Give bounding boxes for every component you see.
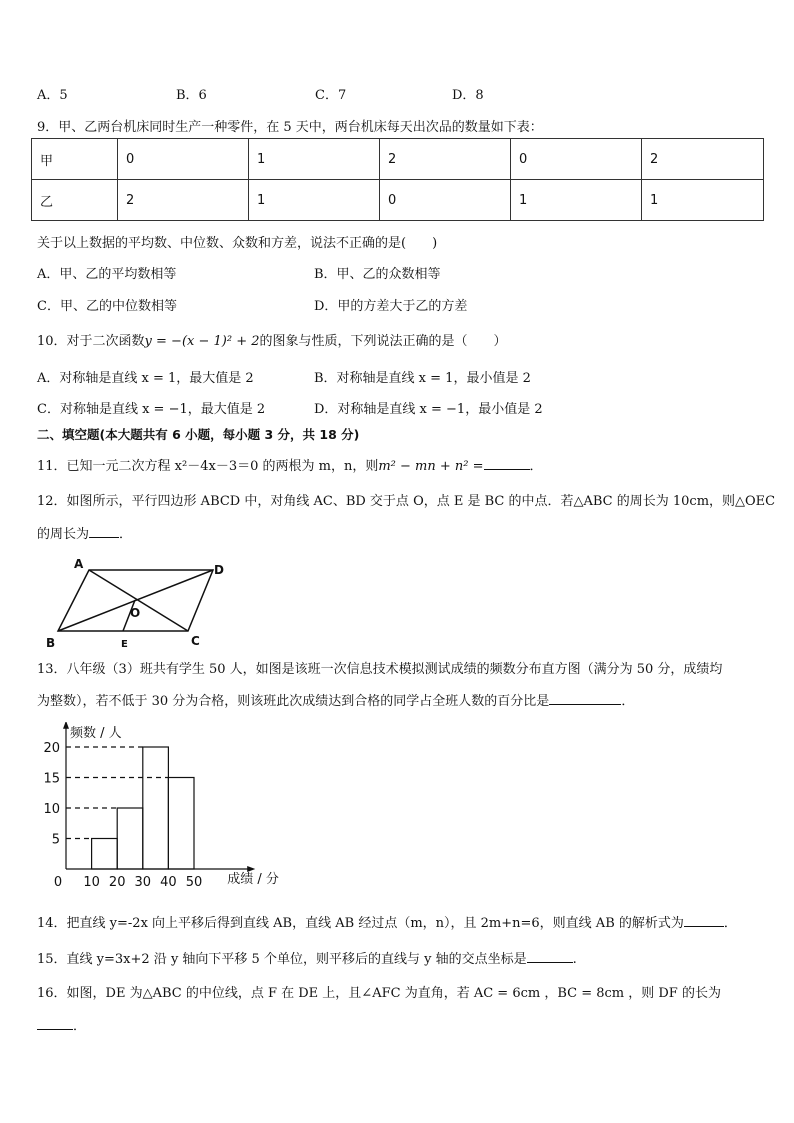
answer-blank [37, 1017, 73, 1030]
q10-option-b: B．对称轴是直线 x = 1，最小值是 2 [314, 371, 531, 386]
y-tick-label: 5 [51, 832, 60, 848]
y-axis-arrow [63, 722, 69, 729]
q11 [37, 455, 543, 474]
label-b: B [46, 636, 56, 650]
x-tick-label: 40 [160, 875, 177, 890]
q8-option-d: D．8 [452, 88, 484, 103]
q14 [37, 912, 737, 931]
q12-line2-text: 的周长为 [37, 527, 90, 542]
histogram-bar [117, 808, 143, 869]
q10-option-c: C．对称轴是直线 x = −1，最大值是 2 [37, 402, 266, 417]
q10-option-d: D．对称轴是直线 x = −1，最小值是 2 [314, 402, 543, 417]
table-row [32, 180, 764, 221]
y-tick-label: 20 [43, 741, 60, 756]
table-cell: 1 [642, 180, 764, 221]
x-tick-label: 10 [83, 875, 100, 890]
q9-stem: 9．甲、乙两台机床同时生产一种零件，在 5 天中，两台机床每天出次品的数量如下表： [37, 120, 543, 135]
q10-option-a: A．对称轴是直线 x = 1，最大值是 2 [37, 371, 254, 386]
answer-blank [684, 914, 724, 927]
q15-suffix: . [572, 952, 577, 967]
label-c: C [191, 634, 200, 648]
q16-line1: 16．如图，DE 为△ABC 的中位线，点 F 在 DE 上，且∠AFC 为直角，若 AC = 6cm ，BC = 8cm ，则 DF 的长为 [37, 986, 721, 1001]
answer-blank [549, 692, 621, 705]
q9-option-b: B．甲、乙的众数相等 [314, 267, 441, 282]
table-cell: 甲 [32, 139, 118, 180]
table-cell: 1 [249, 180, 380, 221]
x-tick-label: 50 [185, 875, 203, 890]
q10-stem-suffix: 的图象与性质，下列说法正确的是（ ） [259, 334, 507, 349]
table-cell: 2 [642, 139, 764, 180]
table-cell: 乙 [32, 180, 118, 221]
table-cell: 1 [249, 139, 380, 180]
q12-line2 [37, 523, 132, 542]
q11-formula: m² − mn + n² = [378, 459, 484, 474]
table-row [32, 139, 764, 180]
q15 [37, 948, 577, 967]
q10-formula: y = −(x − 1)² + 2 [144, 334, 260, 349]
table-cell: 0 [380, 180, 511, 221]
table-cell: 2 [380, 139, 511, 180]
table-cell: 0 [118, 139, 249, 180]
q16-suffix: ． [73, 1019, 87, 1034]
answer-blank [484, 457, 530, 470]
q11-prefix: 11．已知一元二次方程 x²－4x－3＝0 的两根为 m，n，则 [37, 459, 379, 474]
x-axis-label: 成绩 / 分 [227, 872, 279, 887]
q13-line1: 13．八年级（3）班共有学生 50 人，如图是该班一次信息技术模拟测试成绩的频数分布直方图（满分为 50 分，成绩均 [37, 662, 723, 677]
q9-table [31, 138, 764, 221]
frequency-histogram [40, 722, 280, 894]
histogram-bar [168, 778, 194, 870]
q13-line2-text: 为整数），若不低于 30 分为合格，则该班此次成绩达到合格的同学占全班人数的百分比是 [37, 694, 550, 709]
y-tick-label: 15 [43, 771, 60, 787]
q10-stem [37, 330, 507, 349]
q9-question: 关于以上数据的平均数、中位数、众数和方差，说法不正确的是( ) [37, 236, 438, 251]
q8-option-c: C．7 [315, 88, 347, 103]
label-a: A [74, 557, 84, 571]
table-cell: 1 [511, 180, 642, 221]
q9-option-c: C．甲、乙的中位数相等 [37, 299, 177, 314]
q10-stem-prefix: 10．对于二次函数 [37, 334, 145, 349]
y-axis-label: 频数 / 人 [70, 726, 122, 741]
parallelogram-figure [40, 556, 240, 651]
q14-suffix: ． [723, 916, 737, 931]
q14-text: 14．把直线 y=-2x 向上平移后得到直线 AB，直线 AB 经过点（m，n），且 2m+n=6，则直线 AB 的解析式为 [37, 916, 684, 931]
x-tick-label: 0 [53, 875, 63, 890]
x-tick-label: 30 [134, 875, 152, 890]
label-e: E [121, 639, 128, 650]
label-d: D [214, 563, 224, 577]
answer-blank [89, 525, 119, 538]
q12-suffix: ． [119, 527, 133, 542]
q13-line2 [37, 690, 634, 709]
histogram-bar [143, 747, 169, 869]
histogram-bar [92, 839, 118, 870]
q15-text: 15．直线 y=3x+2 沿 y 轴向下平移 5 个单位，则平移后的直线与 y 轴的交点坐标是 [37, 952, 527, 967]
y-tick-label: 10 [43, 802, 60, 817]
x-tick-label: 20 [108, 875, 126, 890]
q11-suffix: ． [529, 459, 543, 474]
q8-option-a: A．5 [37, 88, 68, 103]
q9-option-a: A．甲、乙的平均数相等 [37, 267, 177, 282]
q12-line1: 12．如图所示，平行四边形 ABCD 中，对角线 AC、BD 交于点 O，点 E 是 BC 的中点．若△ABC 的周长为 10cm，则△OEC [37, 494, 776, 509]
section-heading: 二、填空题(本大题共有 6 小题，每小题 3 分，共 18 分) [37, 427, 360, 442]
q16-line2 [37, 1015, 86, 1034]
q9-option-d: D．甲的方差大于乙的方差 [314, 299, 468, 314]
diagonal-ac [89, 570, 188, 631]
table-cell: 2 [118, 180, 249, 221]
q8-option-b: B．6 [176, 88, 207, 103]
table-cell: 0 [511, 139, 642, 180]
answer-blank [527, 950, 573, 963]
q13-suffix: ． [621, 694, 635, 709]
label-o: O [130, 606, 141, 620]
